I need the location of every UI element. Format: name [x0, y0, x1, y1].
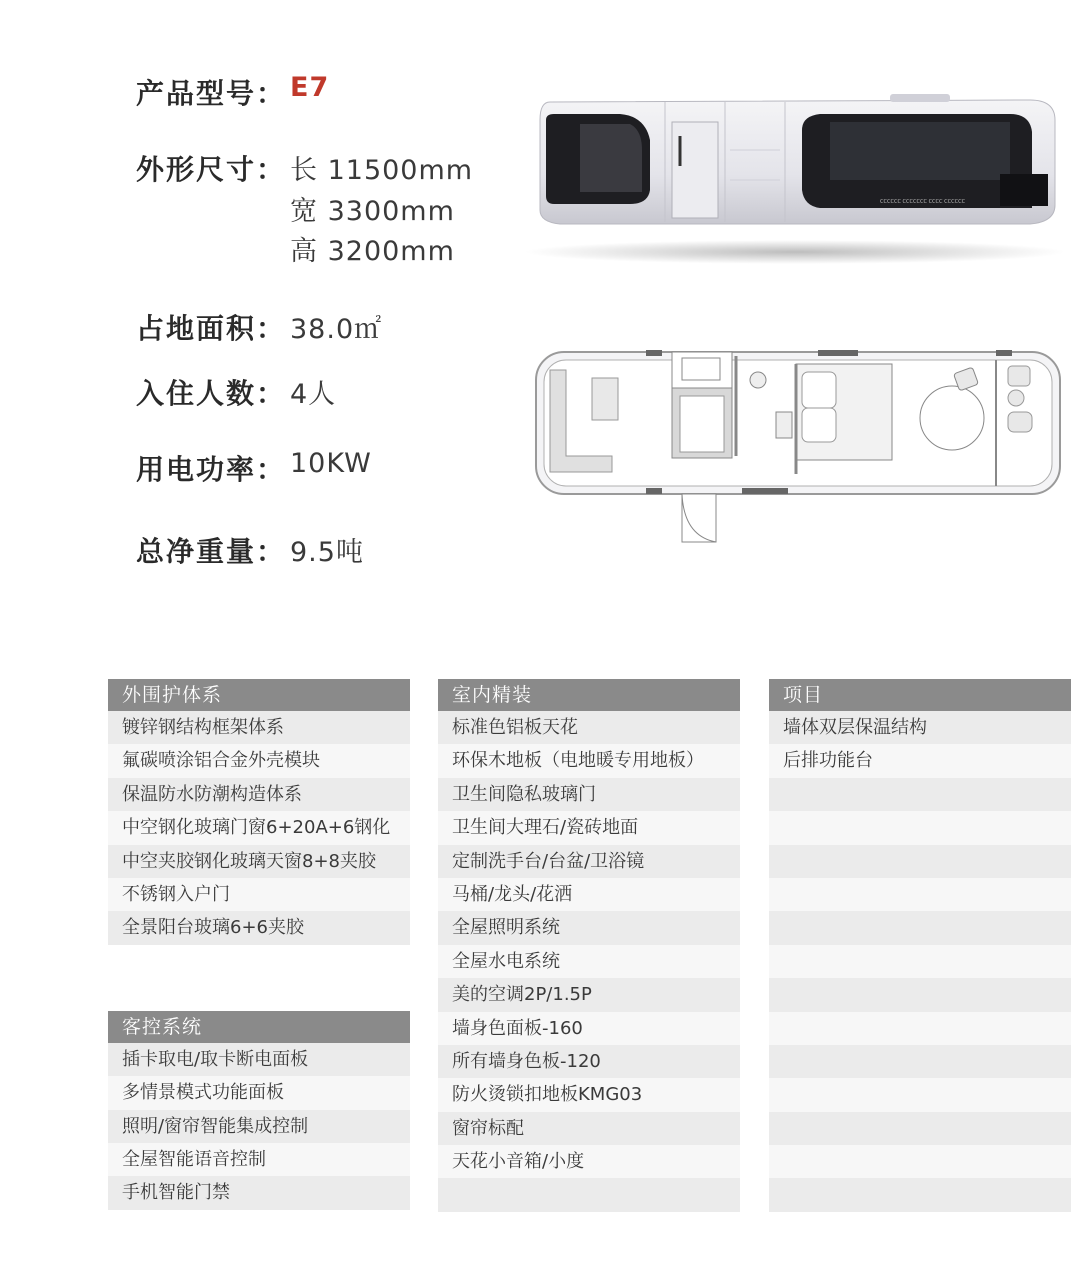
project-item	[769, 945, 1071, 978]
interior-item: 天花小音箱/小度	[438, 1145, 740, 1178]
cabin-exterior-image	[510, 80, 1070, 270]
project-item: 后排功能台	[769, 744, 1071, 777]
project-item	[769, 778, 1071, 811]
interior-item: 窗帘标配	[438, 1112, 740, 1145]
project-item	[769, 1145, 1071, 1178]
spec-value-model: E7	[290, 72, 330, 103]
project-item	[769, 1178, 1071, 1211]
envelope-item: 全景阳台玻璃6+6夹胶	[108, 911, 410, 944]
project-item: 墙体双层保温结构	[769, 711, 1071, 744]
interior-item: 防火烫锁扣地板KMG03	[438, 1078, 740, 1111]
spec-label-power: 用电功率：	[136, 453, 287, 486]
interior-item: 标准色铝板天花	[438, 711, 740, 744]
interior-item: 全屋照明系统	[438, 911, 740, 944]
control-header: 客控系统	[108, 1011, 410, 1043]
project-item	[769, 1112, 1071, 1145]
envelope-item: 中空夹胶钢化玻璃天窗8+8夹胶	[108, 845, 410, 878]
project-item	[769, 911, 1071, 944]
spec-value-height: 高 3200mm	[290, 236, 455, 267]
interior-item: 墙身色面板-160	[438, 1012, 740, 1045]
interior-item: 卫生间大理石/瓷砖地面	[438, 811, 740, 844]
floor-plan-image	[532, 346, 1064, 546]
project-column	[769, 679, 1071, 1212]
spec-value-length: 长 11500mm	[290, 155, 474, 186]
spec-label-area: 占地面积：	[136, 312, 287, 345]
envelope-column	[108, 679, 410, 1210]
control-item: 手机智能门禁	[108, 1176, 410, 1209]
project-item	[769, 811, 1071, 844]
spec-value-power: 10KW	[290, 448, 372, 479]
control-item: 插卡取电/取卡断电面板	[108, 1043, 410, 1076]
project-item	[769, 878, 1071, 911]
envelope-header: 外围护体系	[108, 679, 410, 711]
interior-item	[438, 1178, 740, 1211]
envelope-item: 氟碳喷涂铝合金外壳模块	[108, 744, 410, 777]
project-item	[769, 1012, 1071, 1045]
interior-column	[438, 679, 740, 1212]
spec-value-width: 宽 3300mm	[290, 196, 455, 227]
control-item: 照明/窗帘智能集成控制	[108, 1110, 410, 1143]
interior-item: 全屋水电系统	[438, 945, 740, 978]
spec-label-model: 产品型号：	[136, 77, 287, 110]
envelope-item: 不锈钢入户门	[108, 878, 410, 911]
project-item	[769, 1045, 1071, 1078]
svg-text:CCCCCC CCCCCCC CCCC CCCCCC: CCCCCC CCCCCCC CCCC CCCCCC	[880, 199, 966, 205]
spec-label-occupancy: 入住人数：	[136, 377, 287, 410]
envelope-item: 保温防水防潮构造体系	[108, 778, 410, 811]
spec-value-occupancy: 4人	[290, 379, 337, 410]
interior-item: 定制洗手台/台盆/卫浴镜	[438, 845, 740, 878]
interior-item: 卫生间隐私玻璃门	[438, 778, 740, 811]
project-header: 项目	[769, 679, 1071, 711]
spec-value-weight: 9.5吨	[290, 537, 364, 568]
project-item	[769, 845, 1071, 878]
spec-label-weight: 总净重量：	[136, 535, 287, 568]
spec-label-dimensions: 外形尺寸：	[136, 153, 287, 186]
control-item: 多情景模式功能面板	[108, 1076, 410, 1109]
envelope-item: 中空钢化玻璃门窗6+20A+6钢化	[108, 811, 410, 844]
interior-item: 美的空调2P/1.5P	[438, 978, 740, 1011]
project-item	[769, 978, 1071, 1011]
interior-item: 马桶/龙头/花洒	[438, 878, 740, 911]
interior-header: 室内精装	[438, 679, 740, 711]
control-item: 全屋智能语音控制	[108, 1143, 410, 1176]
spec-value-area: 38.0㎡	[290, 314, 383, 345]
project-item	[769, 1078, 1071, 1111]
interior-item: 所有墙身色板-120	[438, 1045, 740, 1078]
envelope-item: 镀锌钢结构框架体系	[108, 711, 410, 744]
interior-item: 环保木地板（电地暖专用地板）	[438, 744, 740, 777]
